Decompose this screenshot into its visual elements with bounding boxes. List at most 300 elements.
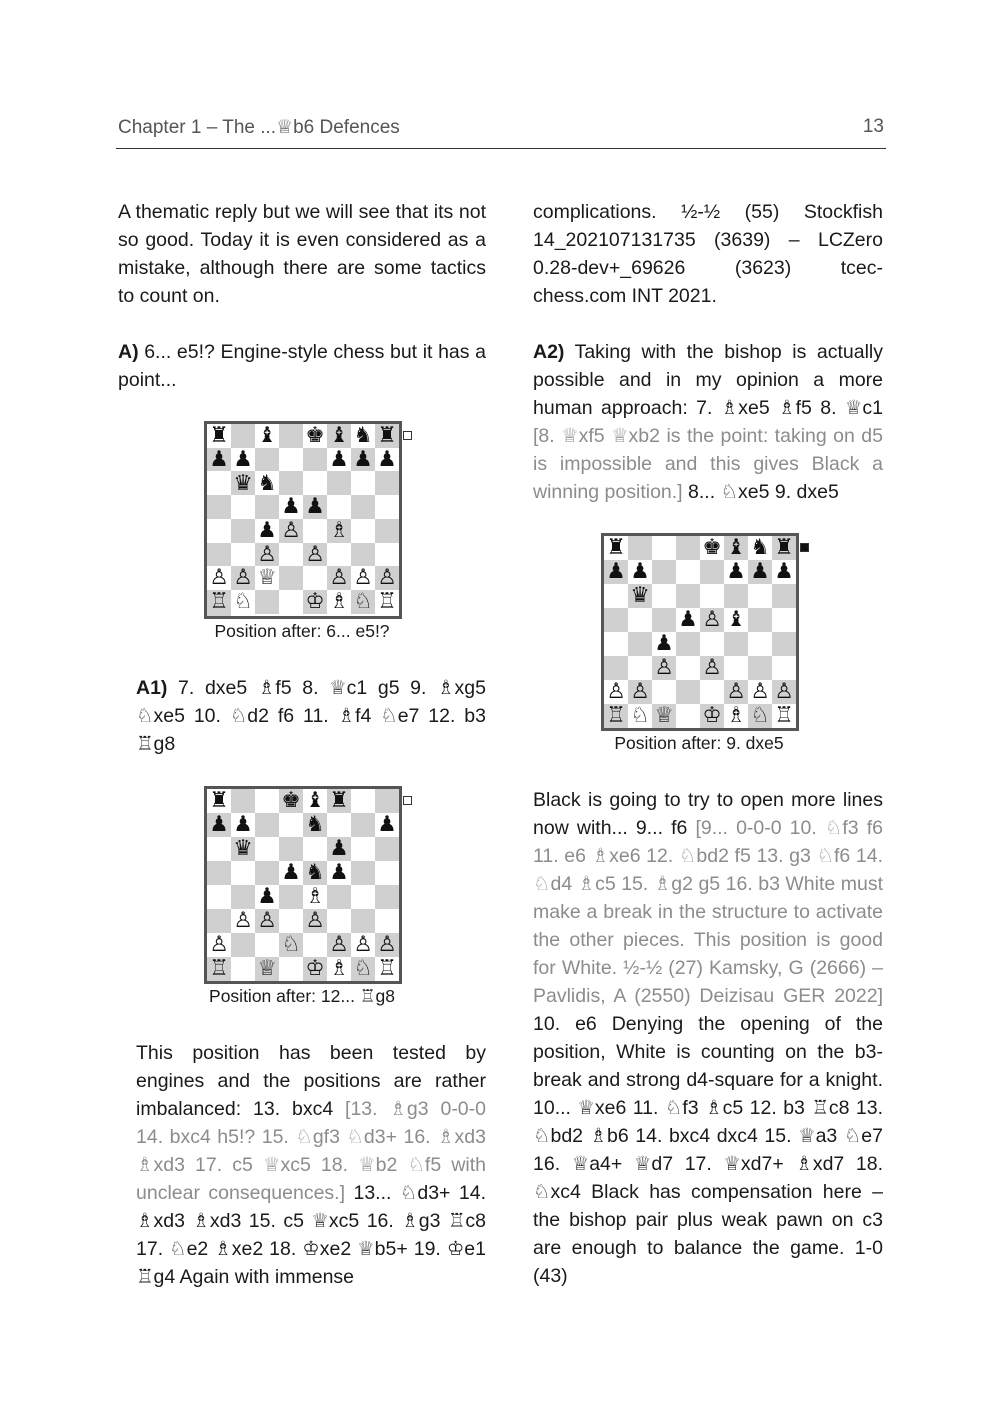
page-number: 13 — [862, 116, 884, 137]
black-queen-icon: ♛ — [630, 583, 650, 609]
board-square — [604, 584, 628, 608]
board-square — [255, 957, 279, 981]
board-square — [255, 448, 279, 472]
white-pawn-icon: ♙ — [233, 908, 253, 934]
board-square — [255, 909, 279, 933]
board-square — [231, 837, 255, 861]
board-square — [303, 590, 327, 614]
intro-paragraph: A thematic reply but we will see that its not so good. Today it is even considered as a mistake, although there are some tactics to count on. — [118, 201, 486, 307]
board-square — [724, 656, 748, 680]
diagram-caption-2: Position after: 12... ♖g8 — [209, 986, 395, 1006]
board-square — [676, 584, 700, 608]
board-square — [748, 560, 772, 584]
board-square — [231, 909, 255, 933]
black-queen-icon: ♛ — [233, 470, 253, 496]
board-square — [255, 543, 279, 567]
board-square — [231, 813, 255, 837]
board-square — [303, 471, 327, 495]
board-square — [207, 861, 231, 885]
board-square — [375, 448, 399, 472]
board-square — [772, 608, 796, 632]
white-rook-icon: ♖ — [377, 956, 397, 982]
board-square — [255, 789, 279, 813]
white-pawn-icon: ♙ — [329, 565, 349, 591]
black-pawn-icon: ♟ — [678, 607, 698, 633]
board-square — [628, 680, 652, 704]
board-square — [375, 424, 399, 448]
board-square — [772, 656, 796, 680]
board-square — [375, 495, 399, 519]
black-rook-icon: ♜ — [606, 535, 626, 561]
board-square — [724, 608, 748, 632]
white-rook-icon: ♖ — [606, 703, 626, 729]
right-p3-side-line: [9... 0-0-0 10. ♘f3 f6 11. e6 ♗xe6 12. ♘bd2 f5 13. g3 ♘f6 14. ♘d4 ♗c5 15. ♗g2 g5 16. b3 White must make a break in the structure to activate the other pieces. This position is good for White. ½-½ (27) Kamsky, G (2666) – Pavlidis, A (2550) Deizisau GER 2022] — [533, 817, 883, 1007]
black-knight-icon: ♞ — [305, 812, 325, 838]
white-knight-icon: ♘ — [353, 956, 373, 982]
right-p1-text: complications. ½-½ (55) Stockfish 14_202107131735 (3639) – LCZero 0.28-dev+_69626 (3623) tcec-chess.com INT 2021. — [533, 201, 883, 307]
board-square — [628, 656, 652, 680]
white-queen-icon: ♕ — [257, 956, 277, 982]
board-square — [700, 584, 724, 608]
left-paragraph-3 — [136, 1039, 486, 1291]
board-square — [351, 471, 375, 495]
white-knight-icon: ♘ — [750, 703, 770, 729]
white-rook-icon: ♖ — [209, 589, 229, 615]
black-king-icon: ♚ — [702, 535, 722, 561]
board-square — [676, 608, 700, 632]
board-square — [255, 813, 279, 837]
board-square — [351, 448, 375, 472]
board-square — [748, 536, 772, 560]
white-pawn-icon: ♙ — [329, 932, 349, 958]
board-square — [772, 584, 796, 608]
board-square — [652, 536, 676, 560]
board-square — [375, 837, 399, 861]
white-pawn-icon: ♙ — [630, 679, 650, 705]
board-square — [207, 543, 231, 567]
turn-indicator-2 — [403, 796, 412, 805]
chess-diagram-2 — [204, 786, 402, 984]
right-paragraph-3 — [533, 786, 883, 1290]
board-square — [255, 495, 279, 519]
board-square — [375, 885, 399, 909]
variation-a2-text: Taking with the bishop is actually possible and in my opinion a more human approach: 7. ♗xe5 ♗f5 8. ♕c1 — [533, 341, 883, 419]
board-square — [351, 909, 375, 933]
variation-a-label: A) — [118, 341, 139, 363]
variation-a1-text: 7. dxe5 ♗f5 8. ♕c1 g5 9. ♗xg5 ♘xe5 10. ♘d2 f6 11. ♗f4 ♘e7 12. b3 ♖g8 — [136, 677, 486, 755]
board-square — [255, 566, 279, 590]
black-pawn-icon: ♟ — [606, 559, 626, 585]
board-square — [652, 704, 676, 728]
left-intro — [118, 198, 486, 310]
right-p3-continuation: 10. e6 Denying the opening of the position, White is counting on the b3-break and strong d4-square for a knight. 10... ♕xe6 11. ♘f3 ♗c5 12. b3 ♖c8 13. ♘bd2 ♗b6 14. bxc4 dxc4 15. ♕a3 ♘e7 16. ♕a4+ ♕d7 17. ♕xd7+ ♗xd7 18. ♘xc4 Black has compensation here – the bishop pair plus weak pawn on c3 are enough to balance the game. 1-0 (43) — [533, 1013, 883, 1287]
white-pawn-icon: ♙ — [281, 517, 301, 543]
board-square — [700, 704, 724, 728]
white-pawn-icon: ♙ — [606, 679, 626, 705]
left-variation-a1 — [136, 674, 486, 758]
board-square — [279, 885, 303, 909]
black-rook-icon: ♜ — [209, 423, 229, 449]
board-square — [652, 656, 676, 680]
left-p3-continuation: 13... ♘d3+ 14. ♗xd3 ♗xd3 15. c5 ♕xc5 16. ♗g3 ♖c8 17. ♘e2 ♗xe2 18. ♔xe2 ♕b5+ 19. ♔e1 ♖g4 Again with immense — [136, 1182, 486, 1288]
board-square — [748, 704, 772, 728]
board-square — [628, 608, 652, 632]
board-square — [303, 495, 327, 519]
white-pawn-icon: ♙ — [702, 655, 722, 681]
board-square — [676, 656, 700, 680]
board-square — [279, 813, 303, 837]
board-square — [604, 560, 628, 584]
chapter-title: Chapter 1 – The ...♕b6 Defences — [118, 117, 400, 138]
black-pawn-icon: ♟ — [353, 446, 373, 472]
board-square — [207, 957, 231, 981]
board-square — [327, 957, 351, 981]
board-square — [303, 933, 327, 957]
board-square — [255, 933, 279, 957]
board-square — [303, 813, 327, 837]
black-pawn-icon: ♟ — [257, 884, 277, 910]
black-pawn-icon: ♟ — [329, 446, 349, 472]
board-square — [231, 471, 255, 495]
board-square — [327, 933, 351, 957]
board-square — [628, 584, 652, 608]
black-knight-icon: ♞ — [305, 860, 325, 886]
board-square — [676, 536, 700, 560]
board-square — [652, 680, 676, 704]
board-square — [327, 471, 351, 495]
black-pawn-icon: ♟ — [329, 860, 349, 886]
board-square — [255, 590, 279, 614]
board-square — [772, 632, 796, 656]
chess-diagram-1 — [204, 421, 402, 619]
white-pawn-icon: ♙ — [353, 932, 373, 958]
board-square — [700, 680, 724, 704]
white-king-icon: ♔ — [305, 956, 325, 982]
black-pawn-icon: ♟ — [750, 559, 770, 585]
board-square — [327, 519, 351, 543]
white-knight-icon: ♘ — [353, 589, 373, 615]
board-square — [700, 560, 724, 584]
board-square — [327, 566, 351, 590]
board-square — [375, 909, 399, 933]
board-square — [375, 590, 399, 614]
board-square — [279, 837, 303, 861]
board-square — [255, 861, 279, 885]
board-square — [351, 933, 375, 957]
white-queen-icon: ♕ — [257, 565, 277, 591]
board-square — [207, 885, 231, 909]
board-square — [772, 680, 796, 704]
board-square — [207, 495, 231, 519]
board-square — [255, 885, 279, 909]
page-header — [116, 112, 886, 149]
board-square — [351, 837, 375, 861]
board-square — [676, 680, 700, 704]
board-square — [724, 536, 748, 560]
black-bishop-icon: ♝ — [726, 607, 746, 633]
white-knight-icon: ♘ — [630, 703, 650, 729]
board-square — [279, 933, 303, 957]
white-pawn-icon: ♙ — [377, 932, 397, 958]
black-pawn-icon: ♟ — [305, 494, 325, 520]
board-square — [748, 656, 772, 680]
variation-a1-label: A1) — [136, 677, 168, 699]
black-rook-icon: ♜ — [377, 423, 397, 449]
board-square — [231, 885, 255, 909]
board-square — [375, 861, 399, 885]
board-square — [327, 813, 351, 837]
board-square — [772, 536, 796, 560]
board-square — [327, 424, 351, 448]
board-square — [255, 424, 279, 448]
board-square — [700, 608, 724, 632]
board-square — [279, 590, 303, 614]
board-square — [207, 471, 231, 495]
board-square — [327, 885, 351, 909]
board-square — [303, 424, 327, 448]
board-square — [231, 495, 255, 519]
right-variation-a2 — [533, 338, 883, 506]
black-bishop-icon: ♝ — [305, 788, 325, 814]
white-pawn-icon: ♙ — [377, 565, 397, 591]
white-bishop-icon: ♗ — [329, 517, 349, 543]
board-square — [327, 837, 351, 861]
board-square — [279, 566, 303, 590]
left-p3-side-line: [13. ♗g3 0-0-0 14. bxc4 h5!? 15. ♘gf3 ♘d3+ 16. ♗xd3 ♗xd3 17. c5 ♕xc5 18. ♕b2 ♘f5 with unclear consequences.] — [136, 1098, 486, 1204]
board-square — [207, 813, 231, 837]
white-bishop-icon: ♗ — [329, 589, 349, 615]
board-square — [303, 789, 327, 813]
board-square — [351, 885, 375, 909]
board-square — [279, 957, 303, 981]
board-square — [279, 471, 303, 495]
board-square — [327, 861, 351, 885]
board-square — [724, 680, 748, 704]
black-bishop-icon: ♝ — [329, 423, 349, 449]
board-square — [231, 590, 255, 614]
board-square — [327, 909, 351, 933]
board-square — [207, 519, 231, 543]
board-square — [327, 590, 351, 614]
board-square — [772, 704, 796, 728]
variation-a2-label: A2) — [533, 341, 565, 363]
white-bishop-icon: ♗ — [305, 884, 325, 910]
board-square — [279, 519, 303, 543]
board-square — [231, 861, 255, 885]
white-rook-icon: ♖ — [774, 703, 794, 729]
black-pawn-icon: ♟ — [630, 559, 650, 585]
black-pawn-icon: ♟ — [281, 860, 301, 886]
board-square — [375, 519, 399, 543]
board-square — [279, 861, 303, 885]
board-square — [303, 861, 327, 885]
white-rook-icon: ♖ — [377, 589, 397, 615]
board-square — [351, 543, 375, 567]
white-bishop-icon: ♗ — [329, 956, 349, 982]
diagram-caption-1: Position after: 6... e5!? — [214, 621, 390, 641]
board-square — [375, 543, 399, 567]
black-pawn-icon: ♟ — [233, 446, 253, 472]
board-square — [279, 909, 303, 933]
white-knight-icon: ♘ — [281, 932, 301, 958]
black-bishop-icon: ♝ — [726, 535, 746, 561]
board-square — [207, 789, 231, 813]
board-square — [207, 614, 231, 616]
board-square — [351, 861, 375, 885]
right-p3-main: Black is going to try to open more lines now with... 9... f6 — [533, 789, 883, 839]
board-square — [351, 789, 375, 813]
board-square — [748, 584, 772, 608]
board-square — [327, 543, 351, 567]
board-square — [303, 543, 327, 567]
chess-diagram-3 — [601, 533, 799, 731]
board-square — [724, 560, 748, 584]
black-knight-icon: ♞ — [750, 535, 770, 561]
board-square — [231, 789, 255, 813]
board-square — [652, 608, 676, 632]
board-square — [628, 704, 652, 728]
board-square — [772, 560, 796, 584]
board-square — [231, 519, 255, 543]
black-pawn-icon: ♟ — [257, 517, 277, 543]
board-square — [207, 590, 231, 614]
board-square — [279, 543, 303, 567]
board-square — [375, 933, 399, 957]
black-pawn-icon: ♟ — [726, 559, 746, 585]
white-pawn-icon: ♙ — [257, 541, 277, 567]
board-square — [279, 495, 303, 519]
board-square — [303, 837, 327, 861]
board-square — [652, 632, 676, 656]
black-knight-icon: ♞ — [257, 470, 277, 496]
board-square — [375, 957, 399, 981]
board-square — [207, 837, 231, 861]
board-square — [207, 448, 231, 472]
board-square — [351, 957, 375, 981]
board-square — [628, 560, 652, 584]
board-square — [375, 813, 399, 837]
board-square — [604, 680, 628, 704]
diagram-caption-3: Position after: 9. dxe5 — [614, 733, 784, 753]
board-square — [231, 448, 255, 472]
board-square — [700, 536, 724, 560]
board-square — [351, 590, 375, 614]
board-square — [327, 495, 351, 519]
board-square — [724, 632, 748, 656]
board-square — [279, 424, 303, 448]
board-square — [700, 656, 724, 680]
board-square — [351, 519, 375, 543]
black-pawn-icon: ♟ — [377, 446, 397, 472]
variation-a-text: 6... e5!? Engine-style chess but it has a point... — [118, 341, 486, 391]
board-square — [351, 424, 375, 448]
board-square — [303, 519, 327, 543]
black-rook-icon: ♜ — [209, 788, 229, 814]
right-paragraph-1 — [533, 198, 883, 310]
board-square — [231, 933, 255, 957]
board-square — [604, 632, 628, 656]
board-square — [748, 608, 772, 632]
board-square — [303, 909, 327, 933]
board-square — [327, 789, 351, 813]
black-rook-icon: ♜ — [329, 788, 349, 814]
white-queen-icon: ♕ — [654, 703, 674, 729]
black-king-icon: ♚ — [281, 788, 301, 814]
white-pawn-icon: ♙ — [726, 679, 746, 705]
white-king-icon: ♔ — [305, 589, 325, 615]
black-queen-icon: ♛ — [233, 836, 253, 862]
black-pawn-icon: ♟ — [774, 559, 794, 585]
white-pawn-icon: ♙ — [305, 908, 325, 934]
board-square — [303, 566, 327, 590]
board-square — [351, 813, 375, 837]
board-square — [351, 566, 375, 590]
board-square — [231, 424, 255, 448]
board-square — [676, 704, 700, 728]
white-pawn-icon: ♙ — [353, 565, 373, 591]
black-pawn-icon: ♟ — [233, 812, 253, 838]
board-square — [628, 632, 652, 656]
board-square — [375, 566, 399, 590]
turn-indicator-3 — [800, 543, 809, 552]
board-square — [207, 933, 231, 957]
white-pawn-icon: ♙ — [257, 908, 277, 934]
white-pawn-icon: ♙ — [209, 565, 229, 591]
board-square — [231, 566, 255, 590]
white-pawn-icon: ♙ — [233, 565, 253, 591]
turn-indicator-1 — [403, 431, 412, 440]
board-square — [207, 566, 231, 590]
board-square — [303, 957, 327, 981]
board-square — [604, 656, 628, 680]
left-variation-a — [118, 338, 486, 394]
white-bishop-icon: ♗ — [726, 703, 746, 729]
board-square — [255, 837, 279, 861]
board-square — [724, 704, 748, 728]
white-pawn-icon: ♙ — [750, 679, 770, 705]
black-pawn-icon: ♟ — [377, 812, 397, 838]
board-square — [303, 448, 327, 472]
board-square — [327, 448, 351, 472]
board-square — [255, 519, 279, 543]
board-square — [207, 424, 231, 448]
board-square — [375, 789, 399, 813]
board-square — [231, 543, 255, 567]
board-square — [652, 584, 676, 608]
white-pawn-icon: ♙ — [305, 541, 325, 567]
board-square — [604, 536, 628, 560]
board-square — [279, 789, 303, 813]
board-square — [375, 471, 399, 495]
board-square — [700, 632, 724, 656]
board-square — [748, 680, 772, 704]
white-rook-icon: ♖ — [209, 956, 229, 982]
board-square — [255, 471, 279, 495]
board-square — [279, 448, 303, 472]
black-rook-icon: ♜ — [774, 535, 794, 561]
board-square — [628, 536, 652, 560]
board-square — [676, 560, 700, 584]
white-knight-icon: ♘ — [233, 589, 253, 615]
white-pawn-icon: ♙ — [702, 607, 722, 633]
board-square — [351, 495, 375, 519]
black-bishop-icon: ♝ — [257, 423, 277, 449]
black-king-icon: ♚ — [305, 423, 325, 449]
black-knight-icon: ♞ — [353, 423, 373, 449]
board-square — [604, 608, 628, 632]
white-pawn-icon: ♙ — [774, 679, 794, 705]
black-pawn-icon: ♟ — [281, 494, 301, 520]
